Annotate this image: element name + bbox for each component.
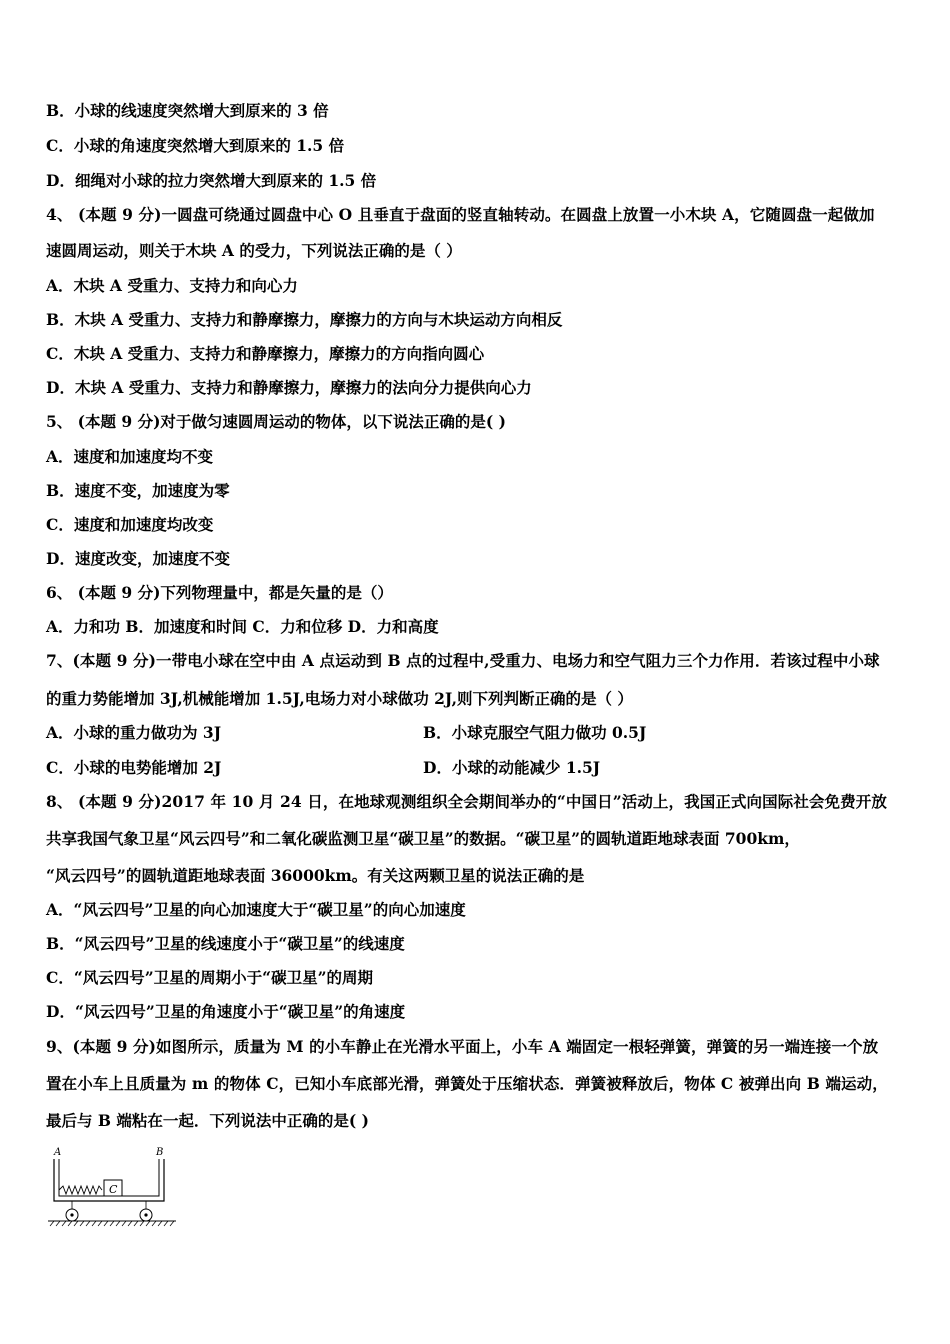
q6-options: A．力和功 B．加速度和时间 C．力和位移 D．力和高度 bbox=[46, 617, 439, 636]
q5-stem: 5、 (本题 9 分)对于做匀速圆周运动的物体，以下说法正确的是( ) bbox=[46, 412, 506, 431]
q3-option-b: B．小球的线速度突然增大到原来的 3 倍 bbox=[46, 101, 329, 120]
q8-option-b: B．“风云四号”卫星的线速度小于“碳卫星”的线速度 bbox=[46, 934, 405, 953]
ground-hatching bbox=[50, 1221, 174, 1226]
q7-option-b: B．小球克服空气阻力做功 0.5J bbox=[423, 723, 647, 742]
q4-option-a: A．木块 A 受重力、支持力和向心力 bbox=[46, 276, 298, 295]
q8-stem-line1: 8、 (本题 9 分)2017 年 10 月 24 日，在地球观测组织全会期间举办的“中国日”活动上，我国正式向国际社会免费开放 bbox=[46, 792, 887, 811]
q5-option-a: A．速度和加速度均不变 bbox=[46, 447, 214, 466]
label-c: C bbox=[109, 1183, 118, 1196]
q8-option-a: A．“风云四号”卫星的向心加速度大于“碳卫星”的向心加速度 bbox=[46, 900, 466, 919]
q7-stem-line2: 的重力势能增加 3J,机械能增加 1.5J,电场力对小球做功 2J,则下列判断正确的是（ ） bbox=[46, 689, 633, 708]
q3-option-c: C．小球的角速度突然增大到原来的 1.5 倍 bbox=[46, 136, 345, 155]
q7-stem-line1: 7、(本题 9 分)一带电小球在空中由 A 点运动到 B 点的过程中,受重力、电场力和空气阻力三个力作用．若该过程中小球 bbox=[46, 651, 880, 670]
q9-stem-line3: 最后与 B 端粘在一起．下列说法中正确的是( ) bbox=[46, 1111, 369, 1130]
q4-stem-line2: 速圆周运动，则关于木块 A 的受力，下列说法正确的是（ ） bbox=[46, 241, 462, 260]
label-a: A bbox=[54, 1147, 62, 1158]
q7-option-a: A．小球的重力做功为 3J bbox=[46, 723, 222, 742]
q8-option-c: C．“风云四号”卫星的周期小于“碳卫星”的周期 bbox=[46, 968, 373, 987]
q7-options-row1 bbox=[46, 723, 912, 743]
q7-option-c: C．小球的电势能增加 2J bbox=[46, 758, 222, 777]
q5-option-d: D．速度改变，加速度不变 bbox=[46, 549, 230, 568]
q8-option-d: D．“风云四号”卫星的角速度小于“碳卫星”的角速度 bbox=[46, 1002, 406, 1021]
spring bbox=[59, 1186, 102, 1194]
q7-options-row2 bbox=[46, 758, 912, 778]
cart-spring-diagram bbox=[44, 1143, 184, 1228]
q5-option-c: C．速度和加速度均改变 bbox=[46, 515, 214, 534]
q7-option-d: D．小球的动能减少 1.5J bbox=[423, 758, 601, 777]
q5-option-b: B．速度不变，加速度为零 bbox=[46, 481, 230, 500]
q3-option-d: D．细绳对小球的拉力突然增大到原来的 1.5 倍 bbox=[46, 171, 377, 190]
label-b: B bbox=[156, 1147, 164, 1158]
q8-stem-line2: 共享我国气象卫星“风云四号”和二氧化碳监测卫星“碳卫星”的数据。“碳卫星”的圆轨道距地球表面 700km， bbox=[46, 829, 800, 848]
q9-stem-line2: 置在小车上且质量为 m 的物体 C，已知小车底部光滑，弹簧处于压缩状态．弹簧被释放后，物体 C 被弹出向 B 端运动， bbox=[46, 1074, 888, 1093]
q4-stem-line1: 4、 (本题 9 分)一圆盘可绕通过圆盘中心 O 且垂直于盘面的竖直轴转动。在圆盘上放置一小木块 A，它随圆盘一起做加 bbox=[46, 205, 875, 224]
q9-stem-line1: 9、(本题 9 分)如图所示，质量为 M 的小车静止在光滑水平面上，小车 A 端固定一根轻弹簧，弹簧的另一端连接一个放 bbox=[46, 1037, 879, 1056]
q8-stem-line3: “风云四号”的圆轨道距地球表面 36000km。有关这两颗卫星的说法正确的是 bbox=[46, 866, 585, 885]
q4-option-d: D．木块 A 受重力、支持力和静摩擦力，摩擦力的法向分力提供向心力 bbox=[46, 378, 532, 397]
q4-option-c: C．木块 A 受重力、支持力和静摩擦力，摩擦力的方向指向圆心 bbox=[46, 344, 485, 363]
q4-option-b: B．木块 A 受重力、支持力和静摩擦力，摩擦力的方向与木块运动方向相反 bbox=[46, 310, 563, 329]
q6-stem: 6、 (本题 9 分)下列物理量中，都是矢量的是（） bbox=[46, 583, 393, 602]
